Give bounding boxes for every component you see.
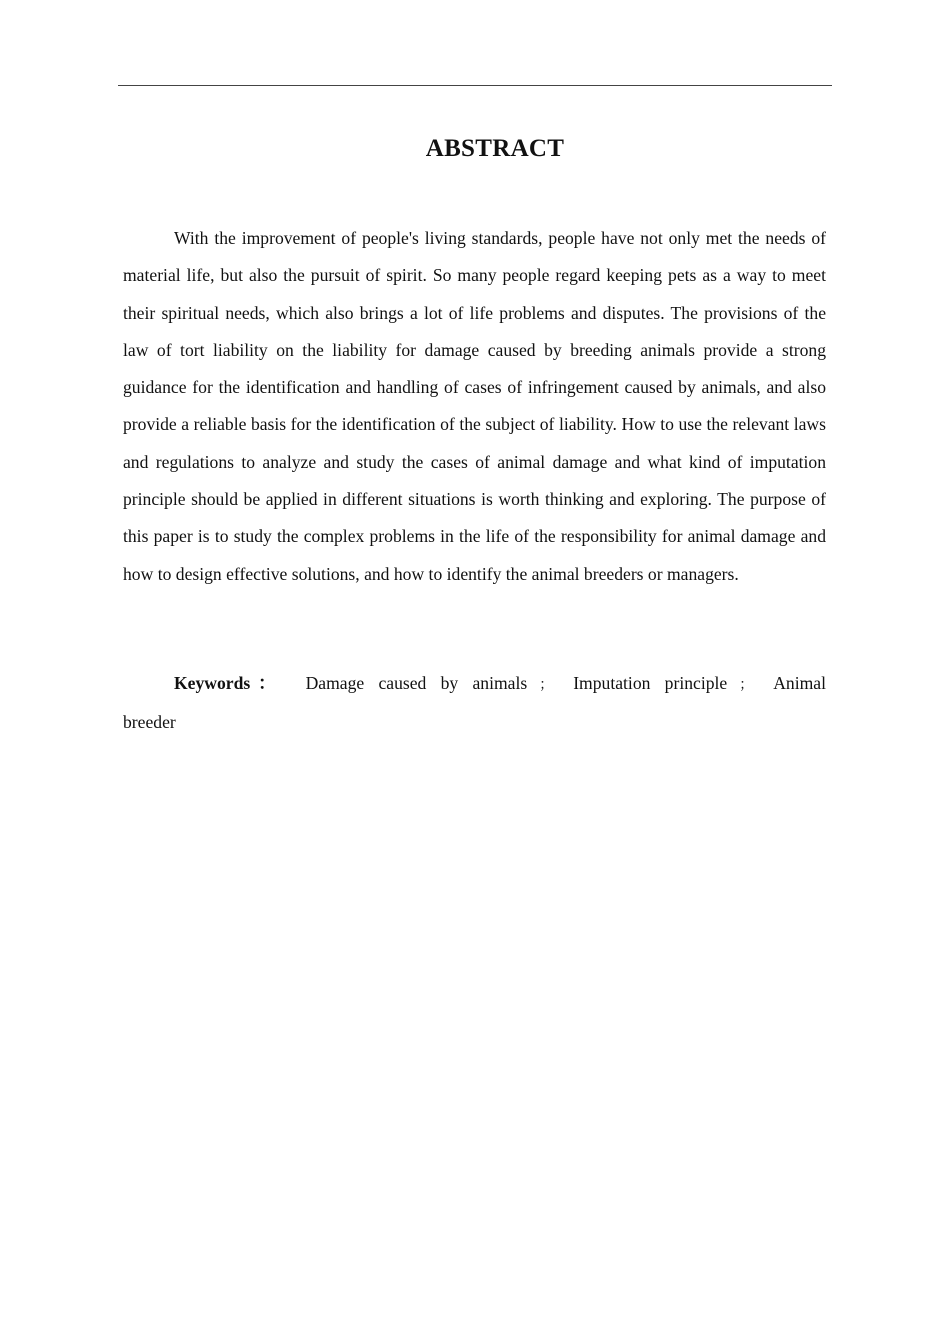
keywords-colon: ： <box>250 673 284 693</box>
keywords-label: Keywords <box>174 673 251 693</box>
abstract-body: With the improvement of people's living standards, people have not only met the needs of material life, but also the pursuit of spirit. So many people regard keeping pets as a way to meet their spiritual needs, which also brings a lot of life problems and disputes. The provisions of the law of tort liability on the liability for damage caused by breeding animals provide a strong guidance for the identification and handling of cases of infringement caused by animals, and also provide a reliable basis for the identification of the subject of liability. How to use the relevant laws and regulations to analyze and study the cases of animal damage and what kind of imputation principle should be applied in different situations is worth thinking and exploring. The purpose of this paper is to study the complex problems in the life of the responsibility for animal damage and how to design effective solutions, and how to identify the animal breeders or managers. <box>123 228 826 584</box>
keywords-line <box>123 665 826 741</box>
keyword-separator: ； <box>739 678 754 693</box>
keyword-item: Animal breeder <box>123 673 826 732</box>
abstract-title: ABSTRACT <box>425 135 565 162</box>
keyword-separator: ； <box>539 678 554 693</box>
keyword-item: Damage caused by animals <box>305 673 528 693</box>
keyword-item: Imputation principle <box>573 673 728 693</box>
header-rule <box>118 85 832 86</box>
